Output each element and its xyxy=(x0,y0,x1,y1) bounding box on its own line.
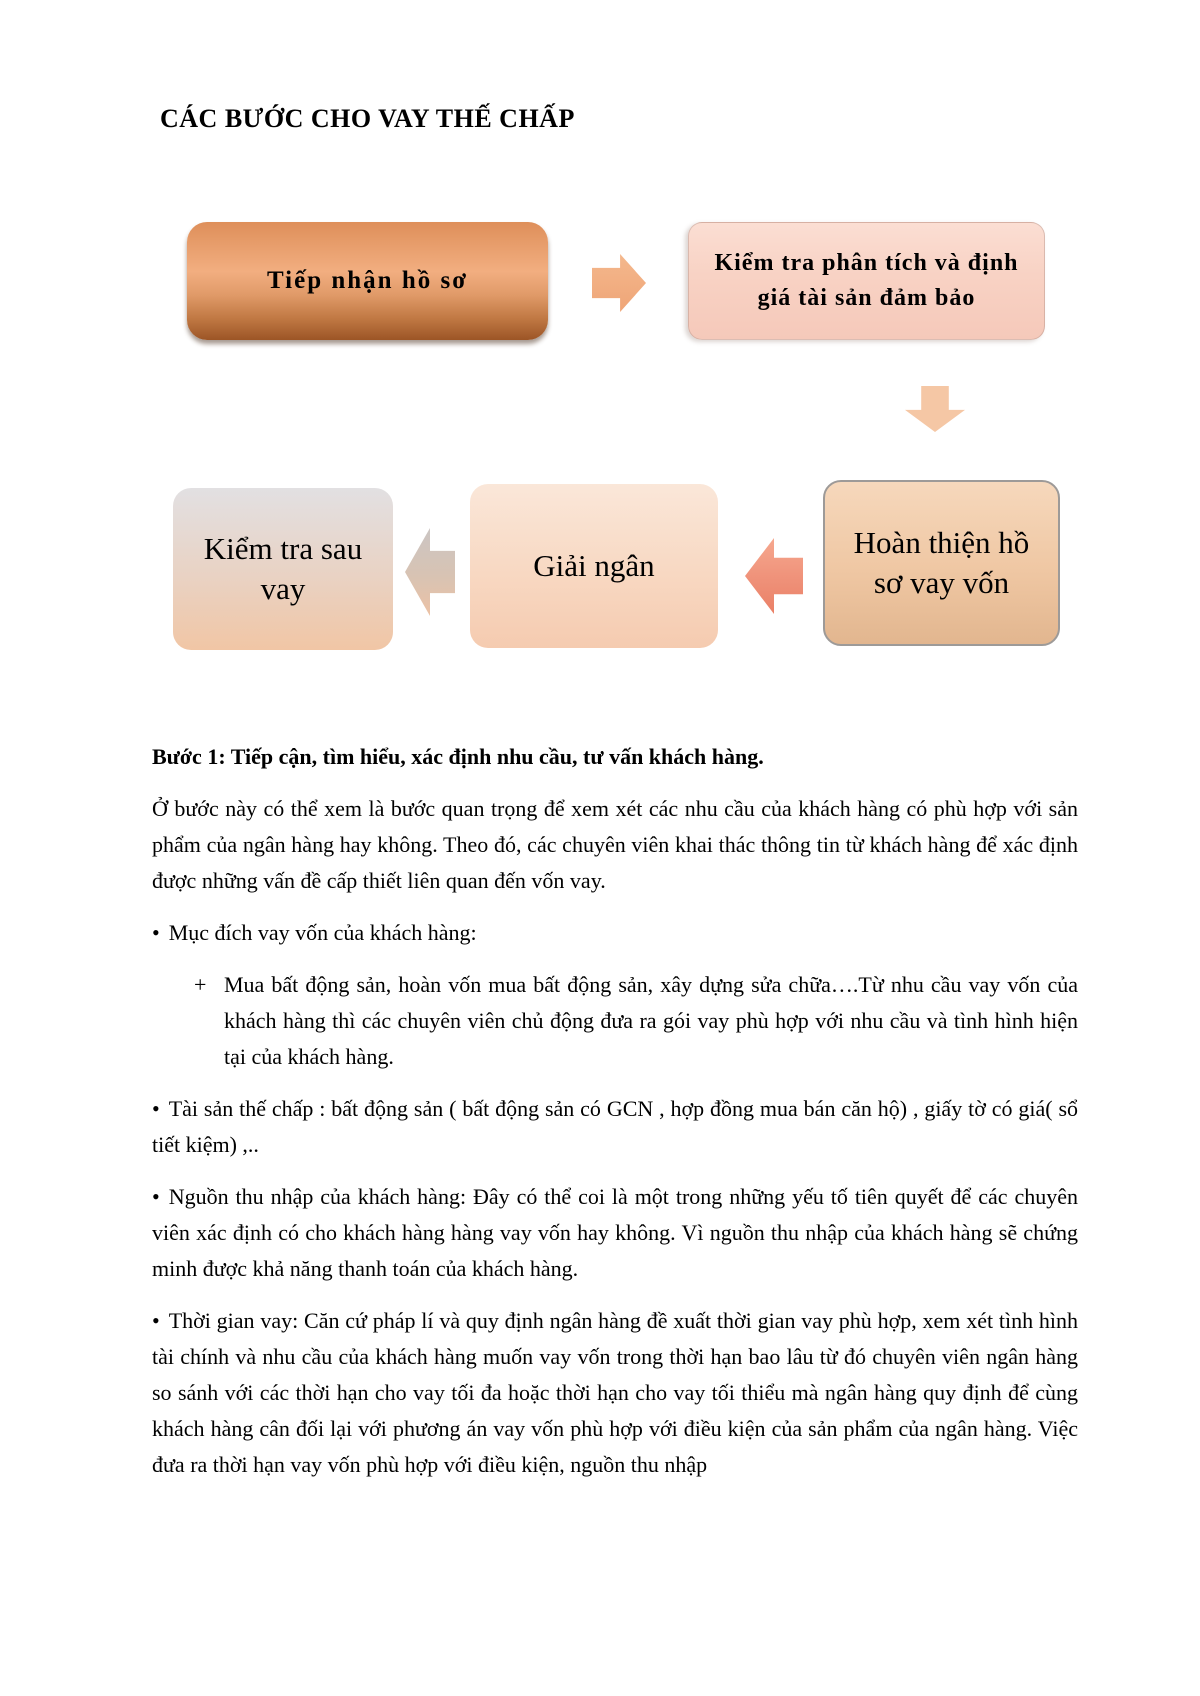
flow-box-label: Hoàn thiện hồ sơ vay vốn xyxy=(853,524,1030,600)
flow-box-label: Tiếp nhận hồ sơ xyxy=(266,267,469,294)
bullet-marker: • xyxy=(152,1184,160,1209)
bullet-marker: • xyxy=(152,1308,160,1333)
bullet-marker: • xyxy=(152,920,160,945)
flow-box-label: Kiểm tra phân tích và định giá tài sản đảm bảo xyxy=(714,250,1019,311)
loan-process-flowchart xyxy=(0,0,1200,700)
arrow-right-icon xyxy=(592,254,646,312)
bullet-item-muc-dich xyxy=(152,915,1078,951)
flow-box-label: Kiểm tra sau vay xyxy=(203,530,363,606)
flow-box-tiep-nhan-ho-so xyxy=(187,222,548,340)
paragraph-intro: Ở bước này có thể xem là bước quan trọng để xem xét các nhu cầu của khách hàng có phù hợp với sản phẩm của ngân hàng hay không. Theo đó, các chuyên viên khai thác thông tin từ khách hàng để xác định được những vấn đề cấp thiết liên quan đến vốn vay. xyxy=(152,796,1078,893)
bullet-text: Mục đích vay vốn của khách hàng: xyxy=(168,920,477,945)
flow-box-kiem-tra-sau-vay xyxy=(173,488,393,650)
page-title: CÁC BƯỚC CHO VAY THẾ CHẤP xyxy=(160,104,575,133)
bullet-text: Thời gian vay: Căn cứ pháp lí và quy định ngân hàng đề xuất thời gian vay phù hợp, xem xét tình hình tài chính và nhu cầu của khách hàng muốn vay vốn trong thời hạn bao lâu từ đó chuyên viên ngân hàng so sánh với các thời hạn cho vay tối đa hoặc thời hạn cho vay tối thiểu mà ngân hàng quy định để cùng khách hàng cân đối lại với phương án vay vốn phù hợp với điều kiện của sản phẩm của ngân hàng. Việc đưa ra thời hạn vay vốn phù hợp với điều kiện, nguồn thu nhập xyxy=(152,1308,1078,1477)
sub-item-mua-bat-dong-san xyxy=(152,967,1078,1075)
flow-box-hoan-thien-ho-so xyxy=(823,480,1060,646)
bullet-marker: • xyxy=(152,1096,160,1121)
bullet-item-thoi-gian-vay xyxy=(152,1303,1078,1483)
plus-marker: + xyxy=(194,972,207,997)
document-body xyxy=(152,739,1078,1499)
arrow-left-icon xyxy=(405,528,455,616)
sub-item-text: Mua bất động sản, hoàn vốn mua bất động sản, xây dựng sửa chữa….Từ nhu cầu vay vốn của khách hàng thì các chuyên viên chủ động đưa ra gói vay phù hợp với nhu cầu và tình hình hiện tại của khách hàng. xyxy=(224,972,1078,1069)
flow-box-giai-ngan xyxy=(470,484,718,648)
bullet-item-tai-san-the-chap xyxy=(152,1091,1078,1163)
bullet-item-nguon-thu-nhap xyxy=(152,1179,1078,1287)
flow-box-label: Giải ngân xyxy=(533,548,655,583)
bullet-text: Nguồn thu nhập của khách hàng: Đây có thể coi là một trong những yếu tố tiên quyết để các chuyên viên xác định có cho khách hàng hàng vay vốn hay không. Vì nguồn thu nhập của khách hàng sẽ chứng minh được khả năng thanh toán của khách hàng. xyxy=(152,1184,1078,1281)
arrow-left-icon xyxy=(745,538,803,614)
bullet-text: Tài sản thế chấp : bất động sản ( bất động sản có GCN , hợp đồng mua bán căn hộ) , giấy tờ có giá( sổ tiết kiệm) ,.. xyxy=(152,1096,1078,1157)
arrow-down-icon xyxy=(905,386,965,432)
section-heading-buoc-1: Bước 1: Tiếp cận, tìm hiểu, xác định nhu cầu, tư vấn khách hàng. xyxy=(152,744,764,769)
flow-box-kiem-tra-phan-tich xyxy=(688,222,1045,340)
